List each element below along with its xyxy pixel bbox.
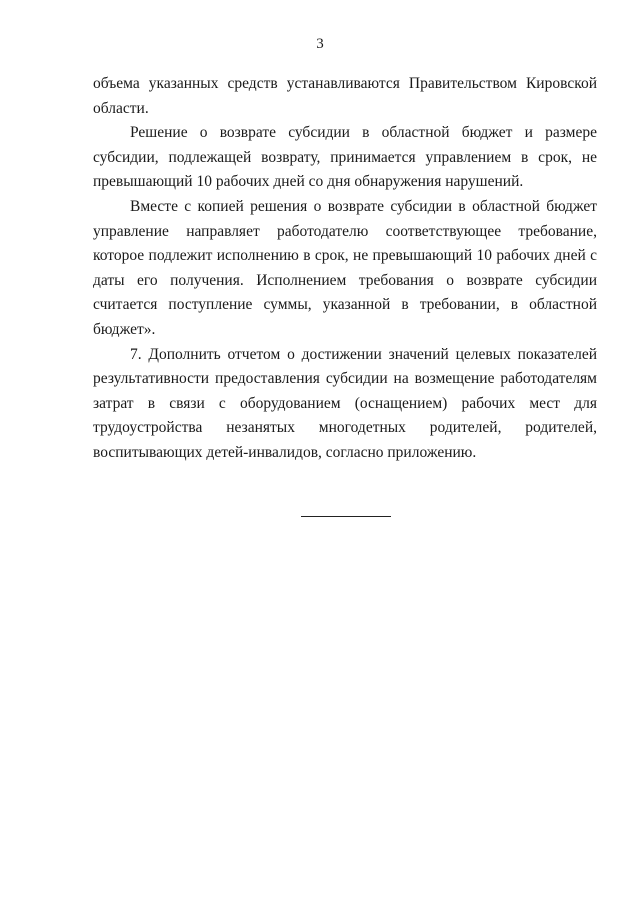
paragraph-refund-decision: Решение о возврате субсидии в областной бюджет и размере субсидии, подлежащей возврату, принимается управлением в срок, не превышающий 10 рабочих дней со дня обнаружения нарушений. bbox=[93, 124, 597, 191]
paragraph-refund-requirement: Вместе с копией решения о возврате субсидии в областной бюджет управление направляет работодателю соответствующее требование, которое подлежит исполнению в срок, не превышающий 10 рабочих дней с даты его получения. Исполнением требования о возврате субсидии считается поступление суммы, указанной в требовании, в областной бюджет». bbox=[93, 197, 597, 338]
page-number: 3 bbox=[316, 36, 324, 52]
closing-rule bbox=[301, 516, 391, 517]
document-body bbox=[93, 72, 597, 466]
paragraph-continuation: объема указанных средств устанавливаются Правительством Кировской области. bbox=[93, 75, 597, 117]
paragraph-item-7: 7. Дополнить отчетом о достижении значений целевых показателей результативности предоставления субсидии на возмещение работодателям затрат в связи с оборудованием (оснащением) рабочих мест для трудоустройства незанятых многодетных родителей, родителей, воспитывающих детей-инвалидов, согласно приложению. bbox=[93, 345, 597, 461]
